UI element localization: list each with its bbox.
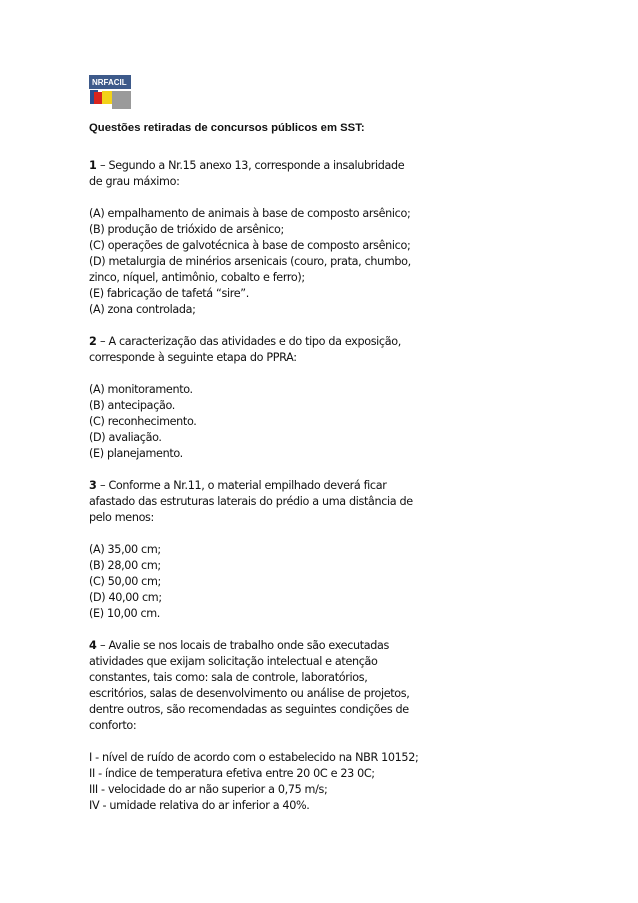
option: (E) fabricação de tafetá “sire”. — [89, 287, 249, 300]
question-3 — [89, 478, 419, 622]
question-2 — [89, 334, 419, 462]
option: (B) 28,00 cm; — [89, 559, 161, 572]
option: (E) 10,00 cm. — [89, 607, 160, 620]
option: (C) reconhecimento. — [89, 415, 197, 428]
option: IV - umidade relativa do ar inferior a 40%. — [89, 799, 310, 812]
option: (C) 50,00 cm; — [89, 575, 161, 588]
option: (C) operações de galvotécnica à base de composto arsênico; — [89, 239, 411, 252]
question-number: 2 — [89, 335, 97, 348]
option: (A) 35,00 cm; — [89, 543, 161, 556]
question-number: 3 — [89, 479, 97, 492]
question-stem: – Conforme a Nr.11, o material empilhado deverá ficar afastado das estruturas laterais do prédio a uma distância de pelo menos: — [89, 479, 413, 524]
option: (E) planejamento. — [89, 447, 183, 460]
option: (A) monitoramento. — [89, 383, 193, 396]
option: (B) produção de trióxido de arsênico; — [89, 223, 284, 236]
question-1 — [89, 158, 419, 318]
option: (D) avaliação. — [89, 431, 162, 444]
option: (A) zona controlada; — [89, 303, 196, 316]
question-4 — [89, 638, 419, 814]
option: (D) 40,00 cm; — [89, 591, 162, 604]
question-stem: – Avalie se nos locais de trabalho onde são executadas atividades que exijam solicitação intelectual e atenção constantes, tais como: sala de controle, laboratórios, escritórios, salas de desenvolvimento ou análise de projetos, dentre outros, são recomendadas as seguintes condições de conforto: — [89, 639, 410, 732]
option: I - nível de ruído de acordo com o estabelecido na NBR 10152; — [89, 751, 419, 764]
option: (A) empalhamento de animais à base de composto arsênico; — [89, 207, 411, 220]
questions-list — [89, 158, 419, 830]
option: III - velocidade do ar não superior a 0,75 m/s; — [89, 783, 328, 796]
question-number: 4 — [89, 639, 97, 652]
question-number: 1 — [89, 159, 97, 172]
option: II - índice de temperatura efetiva entre 20 0C e 23 0C; — [89, 767, 375, 780]
question-stem: – Segundo a Nr.15 anexo 13, corresponde a insalubridade de grau máximo: — [89, 159, 405, 188]
question-stem: – A caracterização das atividades e do tipo da exposição, corresponde à seguinte etapa do PPRA: — [89, 335, 401, 364]
nrfacil-logo-icon — [89, 75, 131, 109]
page-heading: Questões retiradas de concursos públicos em SST: — [89, 122, 365, 134]
logo-text: NRFACIL — [92, 78, 127, 87]
option: (B) antecipação. — [89, 399, 176, 412]
option: (D) metalurgia de minérios arsenicais (couro, prata, chumbo, zinco, níquel, antimônio, cobalto e ferro); — [89, 255, 411, 284]
